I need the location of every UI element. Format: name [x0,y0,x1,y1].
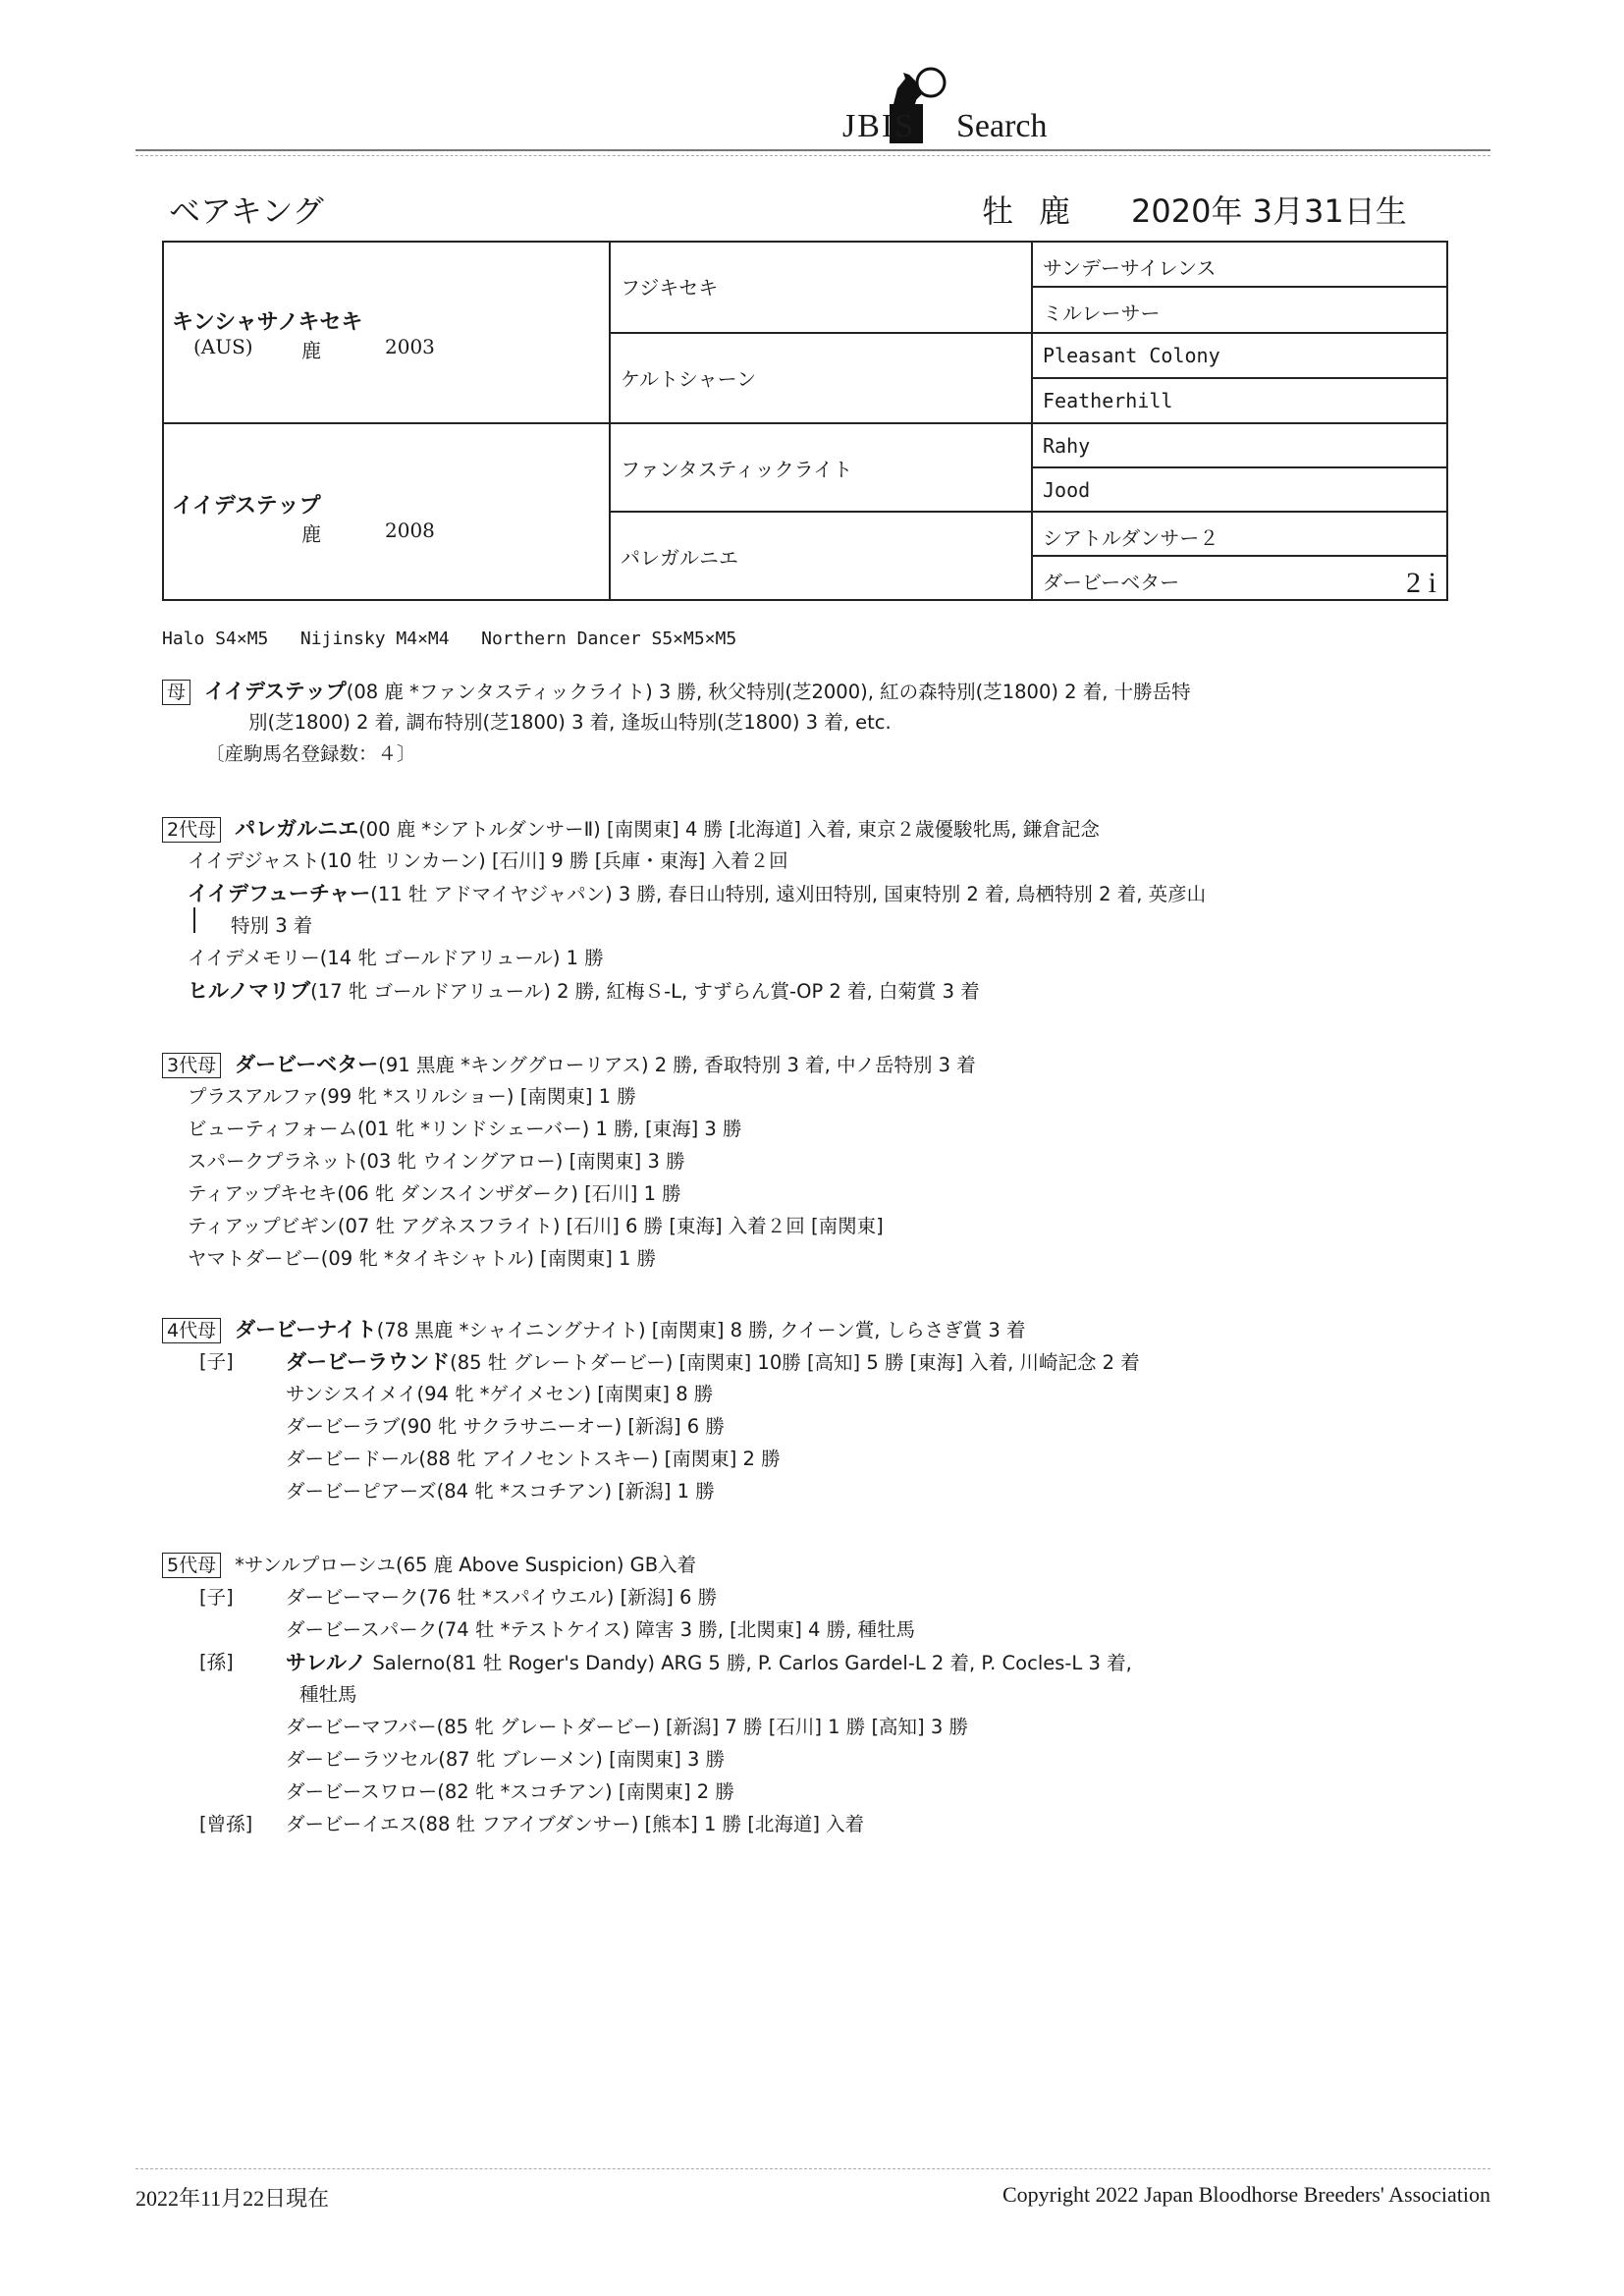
continuation-bar [193,907,195,933]
list-item[interactable]: ダービーマフバー(85 牝 グレートダービー) [新潟] 7 勝 [石川] 1 勝 [高知] 3 勝 [286,1716,968,1738]
list-item[interactable]: イイデメモリー(14 牝 ゴールドアリュール) 1 勝 [188,947,604,969]
fourth-dam-section [162,1314,1468,1510]
pedigree-ssd[interactable] [1033,288,1448,334]
list-item[interactable]: ティアップキセキ(06 牝 ダンスインザダーク) [石川] 1 勝 [188,1182,681,1205]
pedigree-dam[interactable] [164,424,611,601]
header-divider-dashed [135,155,1490,156]
ss-name: フジキセキ [621,276,719,300]
horse-title-bar [169,187,1445,236]
list-item[interactable]: ビューティフォーム(01 牝 *リンドシェーバー) 1 勝, [東海] 3 勝 [188,1118,742,1140]
dam-name: イイデステップ [172,494,321,519]
list-item-desc: (17 牝 ゴールドアリュール) 2 勝, 紅梅Ｓ-L, すずらん賞-OP 2 着, 白菊賞 3 着 [310,980,980,1003]
horse-birth-date: 2020年 3月31日生 [1131,192,1407,230]
list-item-name[interactable]: サレルノ [286,1651,367,1674]
section-tag-4th-dam: 4代母 [162,1318,221,1343]
pedigree-table [162,241,1448,601]
dam-section-line2: 別(芝1800) 2 着, 調布特別(芝1800) 3 着, 逢坂山特別(芝1800) 3 着, etc. [248,711,892,734]
section-tag-5th-dam: 5代母 [162,1553,221,1578]
second-dam-name[interactable]: パレガルニエ [235,817,359,841]
sire-name: キンシャサノキセキ [172,310,363,335]
horse-sex: 牡 [982,192,1014,230]
pedigree-dam-sire[interactable] [611,424,1033,513]
page-footer [135,2168,1490,2227]
list-item[interactable]: ダービーピアーズ(84 牝 *スコチアン) [新潟] 1 勝 [286,1480,715,1503]
pedigree-dds[interactable] [1033,513,1448,557]
sds-name: Pleasant Colony [1043,344,1220,367]
sire-origin: (AUS) [193,335,253,358]
third-dam-section [162,1049,1468,1275]
dam-produce-count: 〔産駒馬名登録数：４〕 [205,742,416,765]
dam-section-desc: (08 鹿 *ファンタスティックライト) 3 勝, 秋父特別(芝2000), 紅の森特別(芝1800) 2 着, 十勝岳特 [346,681,1191,703]
list-item-desc: (85 牡 グレートダービー) [南関東] 10勝 [高知] 5 勝 [東海] 入着, 川崎記念 2 着 [450,1351,1140,1374]
relation-label: [曾孫] [199,1813,253,1835]
inbreeding-summary: Halo S4×M5 Nijinsky M4×M4 Northern Dancer S5×M5×M5 [162,629,737,649]
list-item[interactable]: プラスアルファ(99 牝 *スリルショー) [南関東] 1 勝 [188,1085,636,1108]
list-item-desc: Salerno(81 牡 Roger's Dandy) ARG 5 勝, P. Carlos Gardel-L 2 着, P. Cocles-L 3 着, [366,1652,1132,1674]
footer-divider [135,2168,1490,2169]
list-item[interactable]: ダービースパーク(74 牡 *テストケイス) 障害 3 勝, [北関東] 4 勝, 種牡馬 [286,1618,916,1641]
ds-name: ファンタスティックライト [621,458,853,481]
sss-name: サンデーサイレンス [1043,256,1217,280]
as-of-date: 2022年11月22日現在 [135,2186,330,2211]
relation-label: [子] [199,1350,234,1373]
logo-search-text: Search [956,108,1048,144]
dss-name: Rahy [1043,434,1091,458]
sire-year: 2003 [385,335,435,358]
pedigree-sire[interactable] [164,243,611,424]
list-item[interactable]: ダービーラブ(90 牝 サクラサニーオー) [新潟] 6 勝 [286,1415,725,1438]
dd-name: パレガルニエ [621,546,738,570]
sire-color: 鹿 [301,339,321,362]
sdd-name: Featherhill [1043,389,1173,412]
horse-name: ベアキング [169,192,324,230]
pedigree-sdd[interactable] [1033,379,1448,424]
sd-name: ケルトシャーン [621,367,757,391]
dds-name: シアトルダンサー２ [1043,526,1219,550]
list-item[interactable]: ダービーイエス(88 牡 フアイブダンサー) [熊本] 1 勝 [北海道] 入着 [286,1813,865,1835]
list-item[interactable]: サンシスイメイ(94 牝 *ゲイメセン) [南関東] 8 勝 [286,1383,714,1405]
fifth-dam-desc[interactable]: *サンルプローシユ(65 鹿 Above Suspicion) GB入着 [235,1554,697,1576]
section-tag-2nd-dam: 2代母 [162,817,221,843]
section-tag-dam: 母 [162,680,190,705]
list-item[interactable]: ダービーマーク(76 牡 *スパイウエル) [新潟] 6 勝 [286,1586,718,1609]
fourth-dam-name[interactable]: ダービーナイト [235,1318,377,1341]
logo-jbis-text: JBIS [842,108,916,144]
page-header [135,51,1490,157]
dam-section [162,676,1468,774]
third-dam-name[interactable]: ダービーベター [235,1053,379,1076]
ddd-name: ダービーベター [1043,571,1180,594]
relation-label: [孫] [199,1651,234,1673]
fifth-dam-section [162,1550,1468,1844]
copyright: Copyright 2022 Japan Bloodhorse Breeders' Association [1001,2182,1490,2207]
list-item-name[interactable]: ヒルノマリブ [188,979,311,1003]
list-item[interactable]: ダービードール(88 牝 アイノセントスキー) [南関東] 2 勝 [286,1448,781,1470]
list-item-name[interactable]: イイデフューチャー [188,882,371,905]
list-item[interactable]: イイデジャスト(10 牡 リンカーン) [石川] 9 勝 [兵庫・東海] 入着２回 [188,849,788,872]
pedigree-ddd[interactable] [1033,557,1448,601]
list-item[interactable]: ティアップビギン(07 牡 アグネスフライト) [石川] 6 勝 [東海] 入着２回 [南関東] [188,1215,884,1237]
list-item-cont: 特別 3 着 [231,914,313,937]
list-item[interactable]: スパークプラネット(03 牝 ウイングアロー) [南関東] 3 勝 [188,1150,685,1173]
jbis-search-logo[interactable] [705,51,1078,149]
pedigree-dsd[interactable] [1033,468,1448,513]
list-item[interactable]: ヤマトダービー(09 牝 *タイキシャトル) [南関東] 1 勝 [188,1247,657,1270]
dam-section-name[interactable]: イイデステップ [204,680,347,703]
dam-color: 鹿 [301,522,321,546]
dsd-name: Jood [1043,478,1091,502]
second-dam-desc: (00 鹿 *シアトルダンサーⅡ) [南関東] 4 勝 [北海道] 入着, 東京２歳優駿牝馬, 鎌倉記念 [358,818,1100,841]
dam-year: 2008 [385,519,435,542]
pedigree-sire-dam[interactable] [611,334,1033,424]
horse-color: 鹿 [1039,192,1071,230]
pedigree-dss[interactable] [1033,424,1448,468]
header-divider [135,149,1490,151]
third-dam-desc: (91 黒鹿 *キンググローリアス) 2 勝, 香取特別 3 着, 中ノ岳特別 3 着 [378,1054,976,1076]
pedigree-sss[interactable] [1033,243,1448,288]
ssd-name: ミルレーサー [1043,301,1161,325]
relation-label: [子] [199,1586,234,1609]
list-item-cont: 種牡馬 [299,1683,357,1706]
second-dam-section [162,813,1468,1010]
pedigree-sds[interactable] [1033,334,1448,379]
list-item-name[interactable]: ダービーラウンド [286,1350,451,1374]
list-item[interactable]: ダービーラツセル(87 牝 ブレーメン) [南関東] 3 勝 [286,1748,726,1771]
family-number: 2 i [1406,567,1436,599]
pedigree-dam-dam[interactable] [611,513,1033,601]
list-item[interactable]: ダービースワロー(82 牝 *スコチアン) [南関東] 2 勝 [286,1780,734,1803]
fourth-dam-desc: (78 黒鹿 *シャイニングナイト) [南関東] 8 勝, クイーン賞, しらさぎ賞 3 着 [376,1319,1026,1341]
list-item-desc: (11 牡 アドマイヤジャパン) 3 勝, 春日山特別, 遠刈田特別, 国東特別 2 着, 鳥栖特別 2 着, 英彦山 [370,883,1207,905]
section-tag-3rd-dam: 3代母 [162,1053,221,1078]
pedigree-sire-sire[interactable] [611,243,1033,334]
